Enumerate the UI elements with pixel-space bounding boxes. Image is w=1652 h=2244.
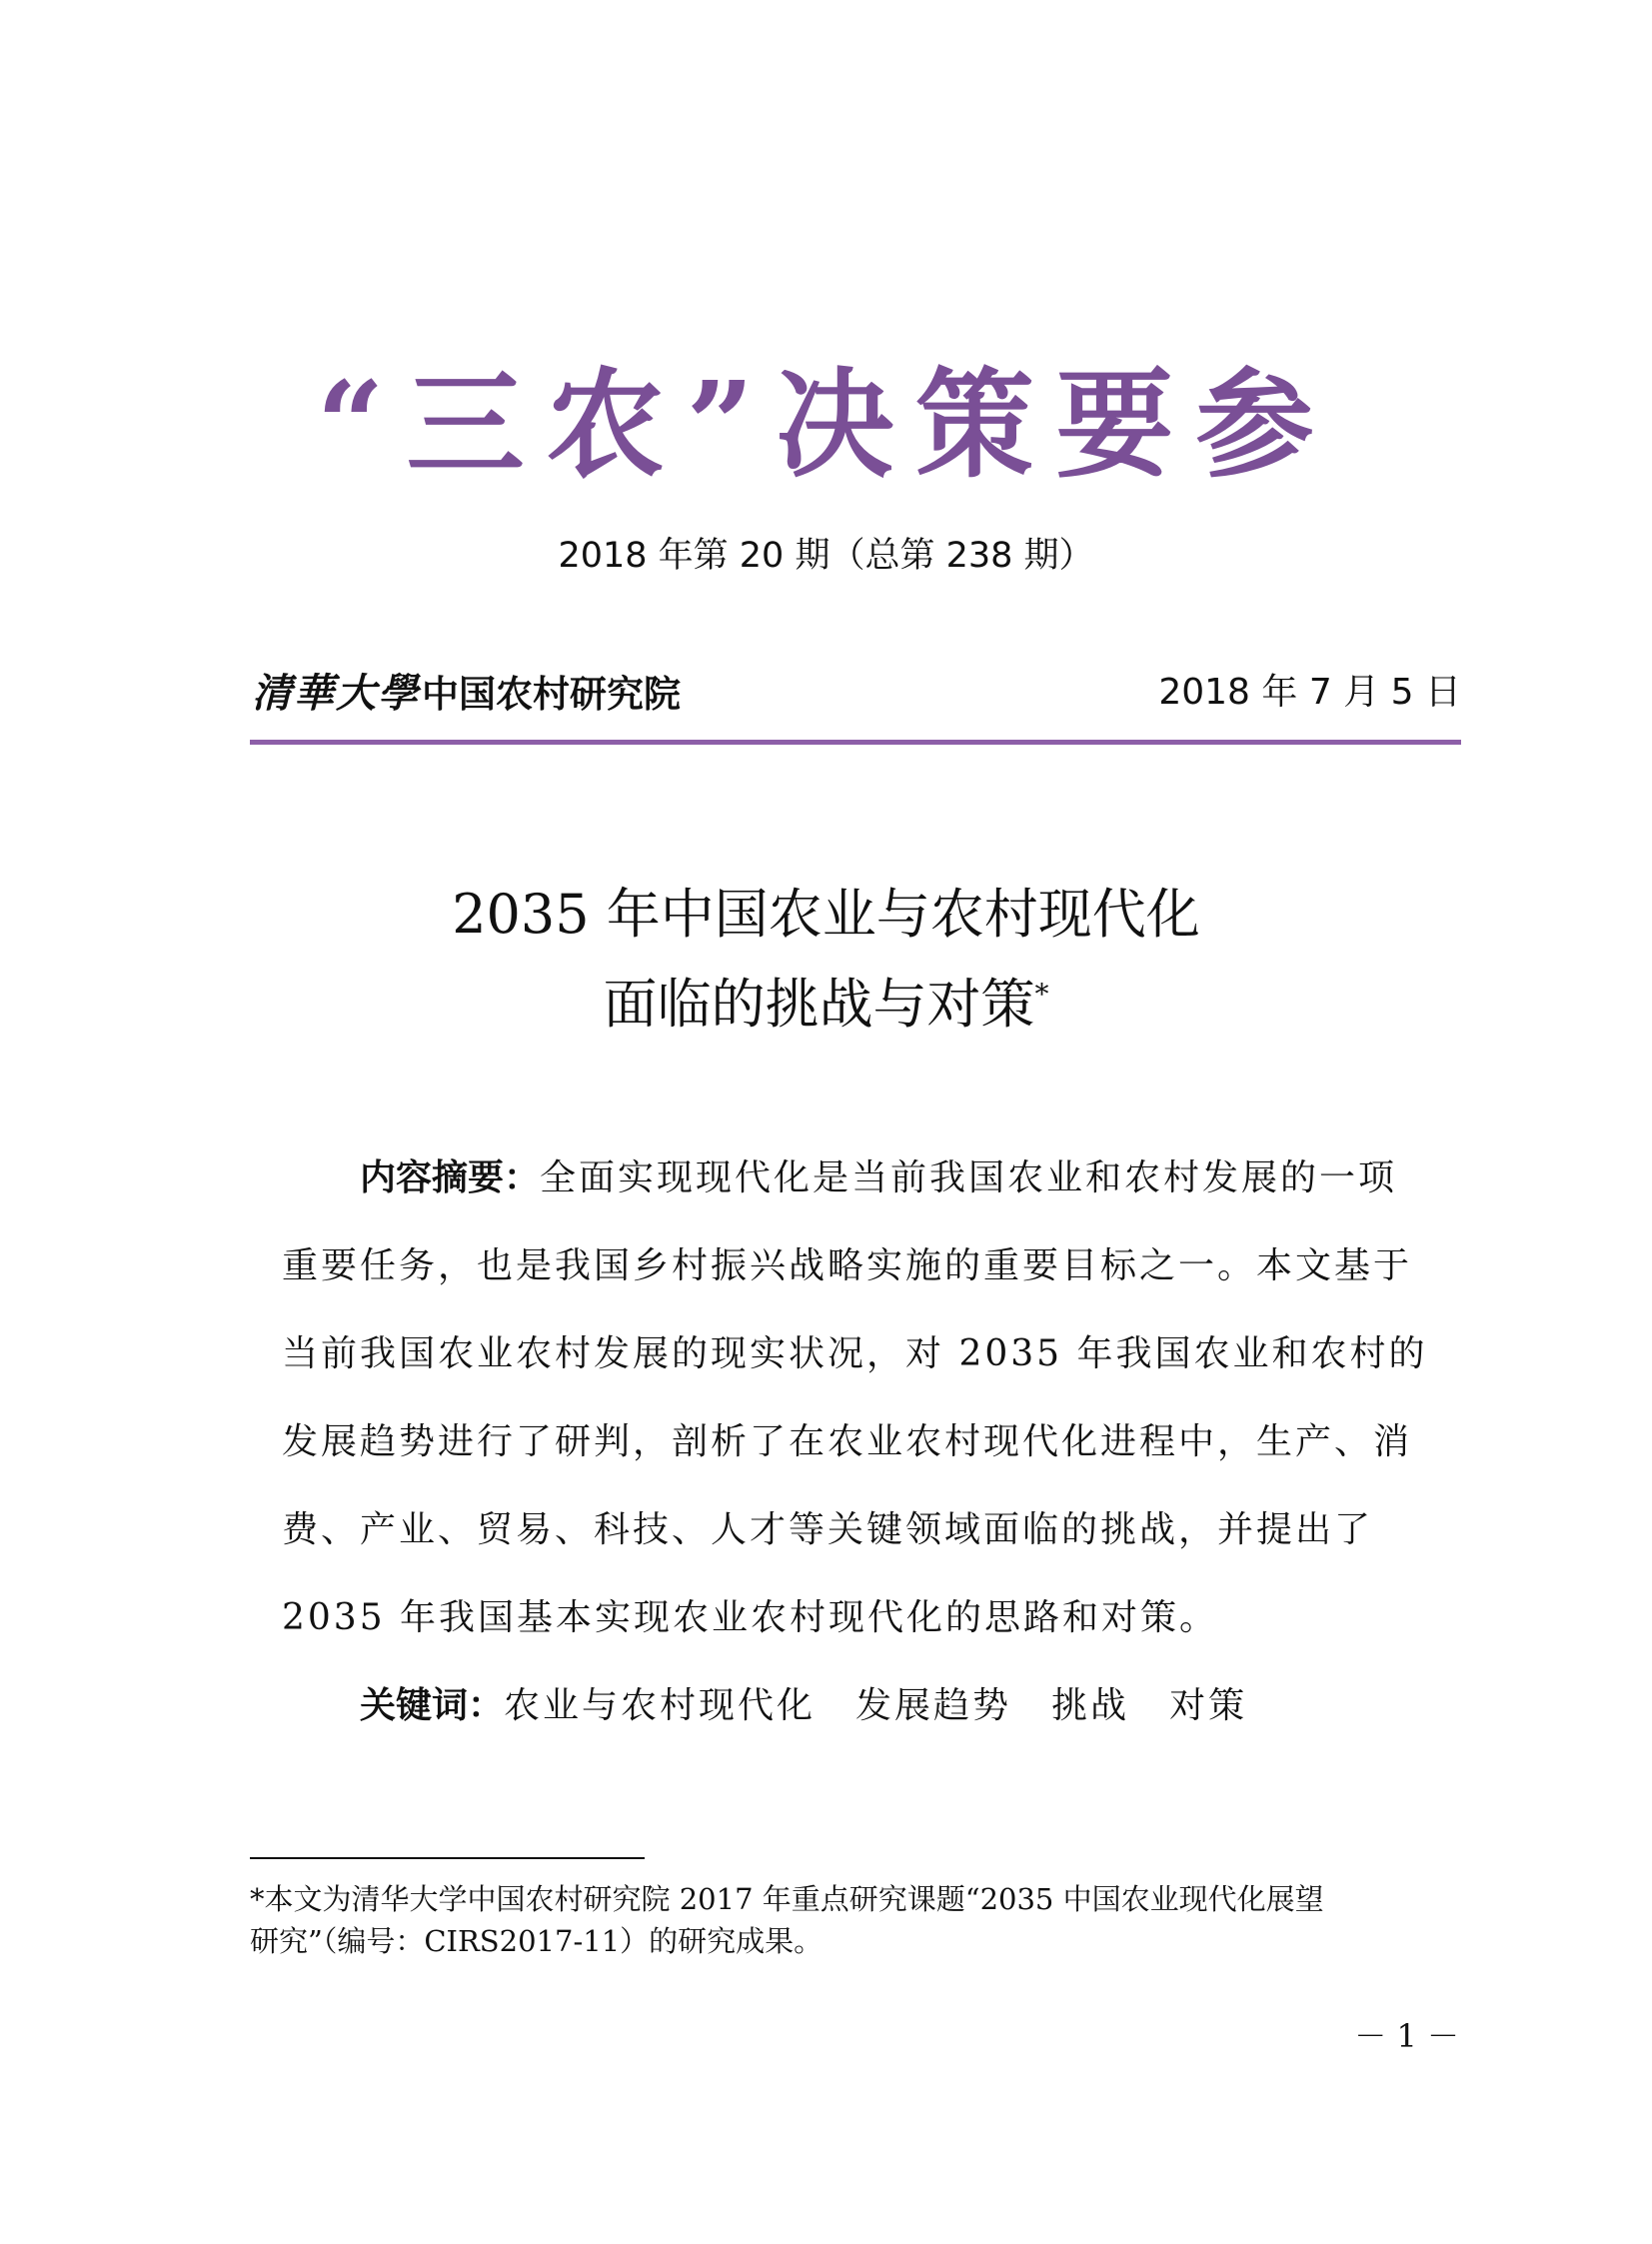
abstract-line-1 bbox=[360, 1149, 1509, 1200]
abstract-line-6: 2035 年我国基本实现农业农村现代化的思路和对策。 bbox=[282, 1597, 1219, 1638]
keywords-label: 关键词： bbox=[360, 1685, 505, 1726]
keyword-term: 挑战 bbox=[1051, 1685, 1130, 1726]
keyword-term: 对策 bbox=[1169, 1685, 1248, 1726]
article-title-line1: 2035 年中国农业与农村现代化 bbox=[452, 883, 1200, 946]
footnote-divider bbox=[250, 1857, 645, 1859]
keyword-term: 农业与农村现代化 bbox=[504, 1685, 817, 1726]
abstract-line-5: 费、产业、贸易、科技、人才等关键领域面临的挑战，并提出了 bbox=[282, 1509, 1374, 1550]
header-divider bbox=[250, 740, 1461, 745]
keyword-term: 发展趋势 bbox=[855, 1685, 1012, 1726]
abstract-line-4: 发展趋势进行了研判，剖析了在农业农村现代化进程中，生产、消 bbox=[282, 1421, 1413, 1462]
abstract-text: 全面实现现代化是当前我国农业和农村发展的一项 bbox=[540, 1157, 1398, 1198]
footnote-line-2: 研究”（编号：CIRS2017-11）的研究成果。 bbox=[250, 1924, 824, 1958]
abstract-line-2: 重要任务，也是我国乡村振兴战略实施的重要目标之一。本文基于 bbox=[282, 1245, 1413, 1286]
article-title-line2 bbox=[0, 962, 1652, 1039]
article-title-line2-text: 面临的挑战与对策 bbox=[603, 973, 1035, 1036]
footnote-line-1: *本文为清华大学中国农村研究院 2017 年重点研究课题“2035 中国农业现代化展望 bbox=[250, 1882, 1324, 1916]
university-logo-text: 清華大學 bbox=[252, 670, 420, 717]
page-number: － 1 － bbox=[1354, 2017, 1459, 2055]
abstract-line-3: 当前我国农业农村发展的现实状况，对 2035 年我国农业和农村的 bbox=[282, 1333, 1428, 1374]
masthead-title: “三农”决策要参 bbox=[316, 355, 1336, 494]
abstract-label: 内容摘要： bbox=[360, 1157, 541, 1198]
organization-row bbox=[252, 662, 1461, 718]
footnote-marker: * bbox=[1034, 978, 1049, 1011]
publish-date: 2018 年 7 月 5 日 bbox=[1158, 672, 1461, 713]
issue-line: 2018 年第 20 期（总第 238 期） bbox=[558, 536, 1094, 576]
institute-name: 中国农村研究院 bbox=[422, 672, 681, 716]
keywords-line bbox=[360, 1677, 1287, 1728]
